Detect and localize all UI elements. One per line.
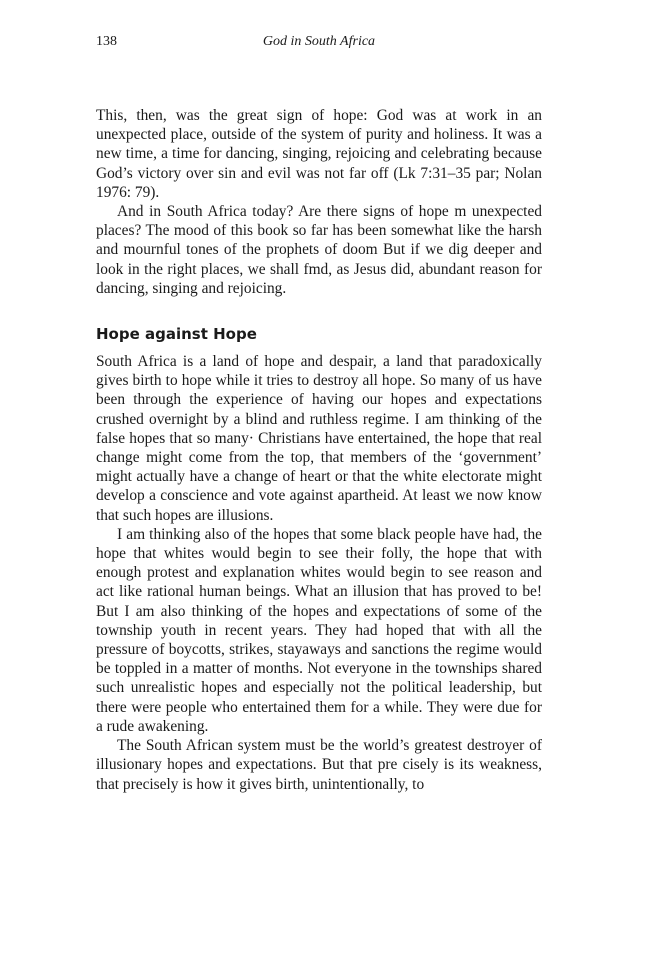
section-heading: Hope against Hope [96,325,257,344]
paragraph-great-sign-of-hope: This, then, was the great sign of hope: God was at work in an unexpected place, outside of the system of purity and holiness. It was a new time, a time for dancing, singing, rejoicing and celebrating because God’s victory over sin and evil was not far off (Lk 7:31–35 par; Nolan 1976: 79). [96,107,542,201]
paragraph-land-of-hope: South Africa is a land of hope and despair, a land that paradoxically gives birth to hope while it tries to destroy all hope. So many of us have been through the experience of having our hopes and expectations crushed overnight by a blind and ruthless regime. I am thinking of the false hopes that so many· Christians have entertained, the hope that real change might come from the top, that members of the ‘government’ might actually have a change of heart or that the white electorate might develop a conscience and vote against apartheid. At least we now know that such hopes are illusions. [96,353,542,524]
paragraph-black-people-hopes: I am thinking also of the hopes that some black people have had, the hope that whites would begin to see their folly, the hope that with enough protest and explanation whites would begin to see reason and act like rational human beings. What an illusion that has proved to be! But I am also thinking of the hopes and expectations of some of the township youth in recent years. They had hoped that with all the pressure of boycotts, strikes, stayaways and sanctions the regime would be toppled in a matter of months. Not everyone in the townships shared such unrealistic hopes and especially not the political leadership, but there were people who entertained them for a while. They were due for a rude awakening. [96,525,542,735]
section-spacer [96,298,542,324]
page-number: 138 [96,34,117,49]
running-header [96,34,542,58]
paragraph-signs-of-hope: And in South Africa today? Are there signs of hope m unexpected places? The mood of this book so far has been somewhat like the harsh and mournful tones of the prophets of doom But if we dig deeper and look in the right places, we shall fmd, as Jesus did, abundant reason for dancing, singing and rejoicing. [96,203,542,297]
body-text [96,106,542,794]
book-page [96,34,542,934]
paragraph-destroyer-of-hopes: The South African system must be the world’s greatest destroyer of illusionary hopes and expectations. But that pre cisely is its weakness, that precisely is how it gives birth, unintentionally, to [96,737,542,793]
running-title: God in South Africa [262,34,376,49]
